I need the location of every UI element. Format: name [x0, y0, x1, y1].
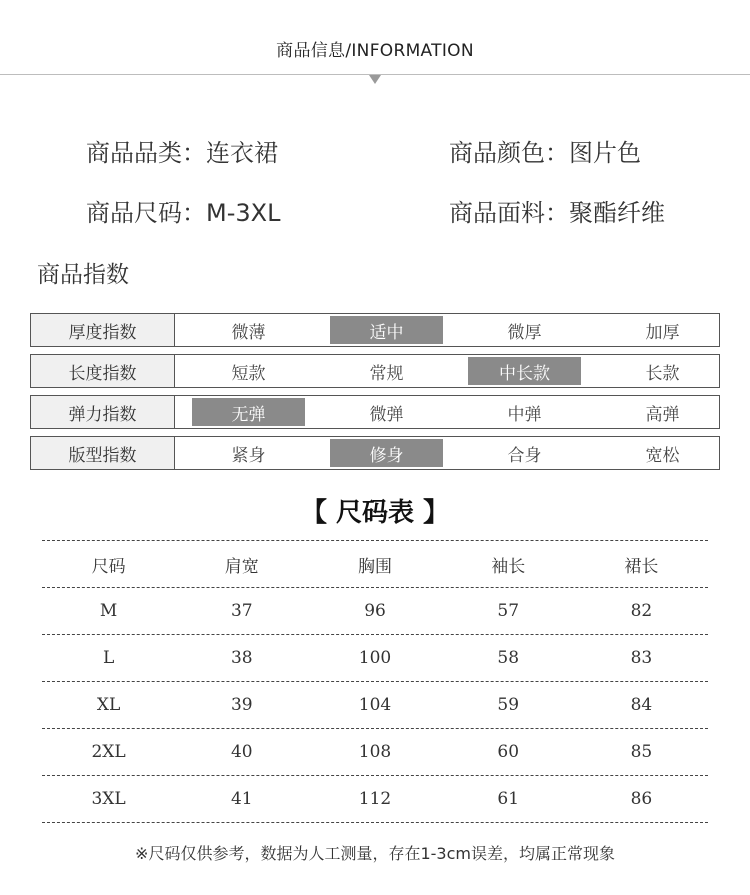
index-row-label: 长度指数: [31, 355, 175, 387]
index-option: 微厚: [507, 322, 542, 343]
table-header-row: [42, 540, 708, 587]
table-cell: 100: [358, 648, 392, 668]
index-option: 短款: [231, 363, 266, 384]
index-section-title: 商品指数: [37, 262, 129, 288]
index-option-selected: 中长款: [468, 357, 581, 385]
index-row-options: [175, 355, 719, 387]
header-title: 商品信息/INFORMATION: [276, 41, 474, 61]
info-size: 商品尺码：M-3XL: [86, 199, 281, 227]
table-cell: 3XL: [91, 789, 126, 809]
table-cell: 83: [630, 648, 653, 668]
table-cell: XL: [96, 695, 121, 715]
info-color: 商品颜色：图片色: [449, 139, 641, 167]
footnote: ※尺码仅供参考，数据为人工测量，存在1-3cm误差，均属正常现象: [135, 844, 615, 863]
table-cell: L: [102, 648, 115, 668]
table-cell: 112: [358, 789, 392, 809]
table-cell: M: [99, 601, 118, 621]
header-arrow-icon: [369, 75, 381, 84]
size-chart-table: [42, 540, 708, 823]
index-row-options: [175, 396, 719, 428]
table-cell: 82: [630, 601, 653, 621]
table-cell: 108: [358, 742, 392, 762]
table-cell: 39: [230, 695, 253, 715]
index-row-options: [175, 314, 719, 346]
table-row: [42, 728, 708, 775]
table-header-cell: 袖长: [491, 556, 526, 577]
table-cell: 38: [230, 648, 253, 668]
table-cell: 40: [230, 742, 253, 762]
table-cell: 86: [630, 789, 653, 809]
table-cell: 84: [630, 695, 653, 715]
table-row: [42, 681, 708, 728]
table-cell: 85: [630, 742, 653, 762]
index-option: 合身: [507, 445, 542, 466]
index-option-selected: 适中: [330, 316, 443, 344]
index-row-label: 弹力指数: [31, 396, 175, 428]
table-cell: 57: [497, 601, 520, 621]
index-option: 微薄: [231, 322, 266, 343]
info-category: 商品品类：连衣裙: [86, 139, 278, 167]
index-option: 中弹: [507, 404, 542, 425]
table-cell: 61: [497, 789, 520, 809]
index-option-selected: 无弹: [192, 398, 305, 426]
index-option: 长款: [645, 363, 680, 384]
index-row: [30, 436, 720, 470]
index-option: 宽松: [645, 445, 680, 466]
index-row: [30, 313, 720, 347]
index-option: 常规: [369, 363, 404, 384]
index-option: 紧身: [231, 445, 266, 466]
index-option: 高弹: [645, 404, 680, 425]
table-cell: 37: [230, 601, 253, 621]
info-fabric: 商品面料：聚酯纤维: [449, 199, 665, 227]
table-row: [42, 775, 708, 823]
index-row: [30, 395, 720, 429]
table-header-cell: 胸围: [358, 556, 392, 577]
table-header-cell: 肩宽: [224, 556, 259, 577]
table-cell: 60: [497, 742, 520, 762]
table-header-cell: 尺码: [91, 556, 126, 577]
index-option-selected: 修身: [330, 439, 443, 467]
index-row: [30, 354, 720, 388]
table-cell: 96: [364, 601, 386, 621]
index-option: 微弹: [369, 404, 404, 425]
index-row-label: 厚度指数: [31, 314, 175, 346]
table-header-cell: 裙长: [624, 556, 659, 577]
table-cell: 104: [358, 695, 392, 715]
index-row-label: 版型指数: [31, 437, 175, 469]
table-cell: 58: [497, 648, 520, 668]
table-cell: 59: [497, 695, 520, 715]
index-row-options: [175, 437, 719, 469]
table-cell: 41: [230, 789, 253, 809]
index-option: 加厚: [645, 322, 680, 343]
size-chart-title: 【 尺码表 】: [300, 498, 450, 528]
table-cell: 2XL: [91, 742, 126, 762]
table-row: [42, 634, 708, 681]
table-row: [42, 587, 708, 634]
